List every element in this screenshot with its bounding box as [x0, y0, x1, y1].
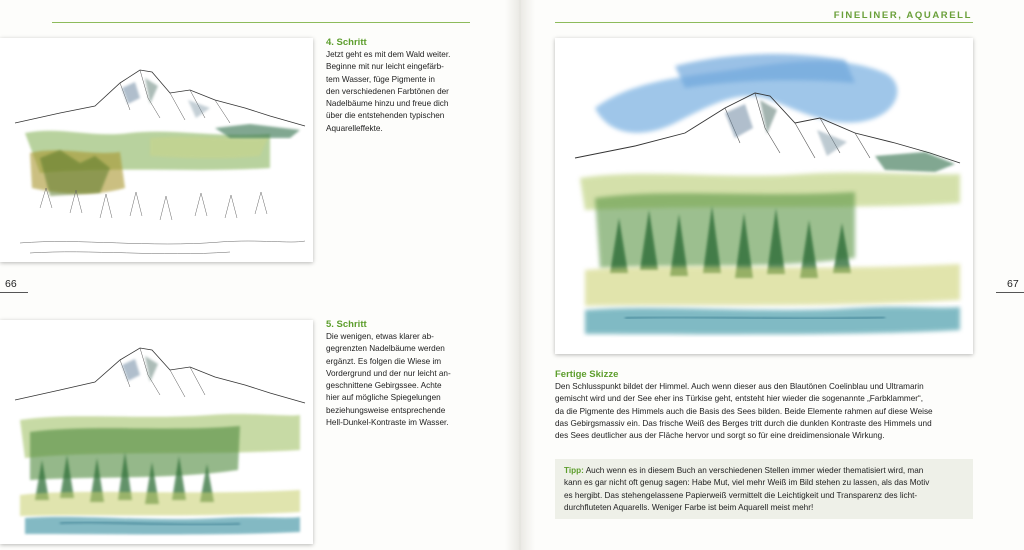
- text-line: [564, 465, 964, 477]
- text-line: Nadelbäume hinzu und freue dich: [326, 99, 449, 109]
- top-rule-left: [52, 22, 470, 23]
- text-line: ergänzt. Es folgen die Wiese im: [326, 356, 442, 366]
- text-line: geschnittene Gebirgssee. Achte: [326, 381, 442, 391]
- text-line: gemischt wird und der See eher ins Türkise geht, entsteht hier wieder die sogenannte „Farbklammer“,: [555, 394, 924, 404]
- text-line: über die entstehenden typischen: [326, 111, 445, 121]
- text-line: beziehungsweise entsprechende: [326, 405, 446, 415]
- section-header: FINELINER, AQUARELL: [833, 10, 972, 21]
- text-line: den verschiedenen Farbtönen der: [326, 86, 449, 96]
- text-line: Die wenigen, etwas klarer ab-: [326, 332, 434, 341]
- text-line: durchfluteten Aquarells. Weniger Farbe ist beim Aquarell meist mehr!: [564, 502, 814, 512]
- text-line: tem Wasser, füge Pigmente in: [326, 74, 435, 84]
- step4-title: 4. Schritt: [326, 37, 367, 48]
- text-line: Vordergrund und der nur leicht an-: [326, 368, 451, 378]
- book-gutter: [505, 0, 535, 550]
- text-line: hier auf mögliche Spiegelungen: [326, 393, 441, 403]
- text-line: kann es gar nicht oft genug sagen: Habe Mut, viel mehr Weiß im Bild stehen zu lassen, als das Motiv: [564, 478, 930, 488]
- tip-text: [564, 465, 964, 514]
- step4-illustration: [0, 38, 313, 262]
- text-line: des Sees deutlicher aus der Fläche hervor und sorgt so für eine dreidimensionale Wirkung.: [555, 431, 885, 441]
- page-number-right: 67: [1007, 278, 1019, 290]
- text-line: gegrenzten Nadelbäume werden: [326, 344, 445, 354]
- tip-box: [555, 459, 973, 519]
- tip-label: Tipp:: [564, 466, 584, 475]
- page-number-rule-right: [996, 292, 1024, 293]
- final-sketch-illustration: [555, 38, 973, 354]
- text-line: Hell-Dunkel-Kontraste im Wasser.: [326, 418, 449, 428]
- step4-text: [326, 49, 486, 135]
- text-line: Beginne mit nur leicht eingefärb-: [326, 62, 444, 72]
- page-number-left: 66: [5, 278, 17, 290]
- text-line: Aquarelleffekte.: [326, 123, 383, 133]
- tip-line-text: Auch wenn es in diesem Buch an verschiedenen Stellen immer wieder thematisiert wird, man: [585, 466, 924, 475]
- step5-text: [326, 331, 491, 429]
- final-sketch-text: [555, 381, 973, 442]
- page-number-rule-left: [0, 292, 28, 293]
- top-rule-right: [555, 22, 973, 23]
- text-line: das Gebirgsmassiv ein. Das frische Weiß des Berges tritt durch die dunklen Kontraste des Himmels und: [555, 418, 932, 428]
- step5-illustration: [0, 320, 313, 544]
- text-line: Jetzt geht es mit dem Wald weiter.: [326, 50, 451, 59]
- final-sketch-title: Fertige Skizze: [555, 369, 619, 380]
- text-line: es hergibt. Das stehengelassene Papierweiß vermittelt die Leichtigkeit und Transparenz des licht-: [564, 490, 918, 500]
- text-line: da die Pigmente des Himmels auch die Basis des Sees bilden. Beide Elemente rahmen auf diese Weise: [555, 406, 933, 416]
- text-line: Den Schlusspunkt bildet der Himmel. Auch wenn dieser aus den Blautönen Coelinblau und Ultramarin: [555, 382, 924, 391]
- step5-title: 5. Schritt: [326, 319, 367, 330]
